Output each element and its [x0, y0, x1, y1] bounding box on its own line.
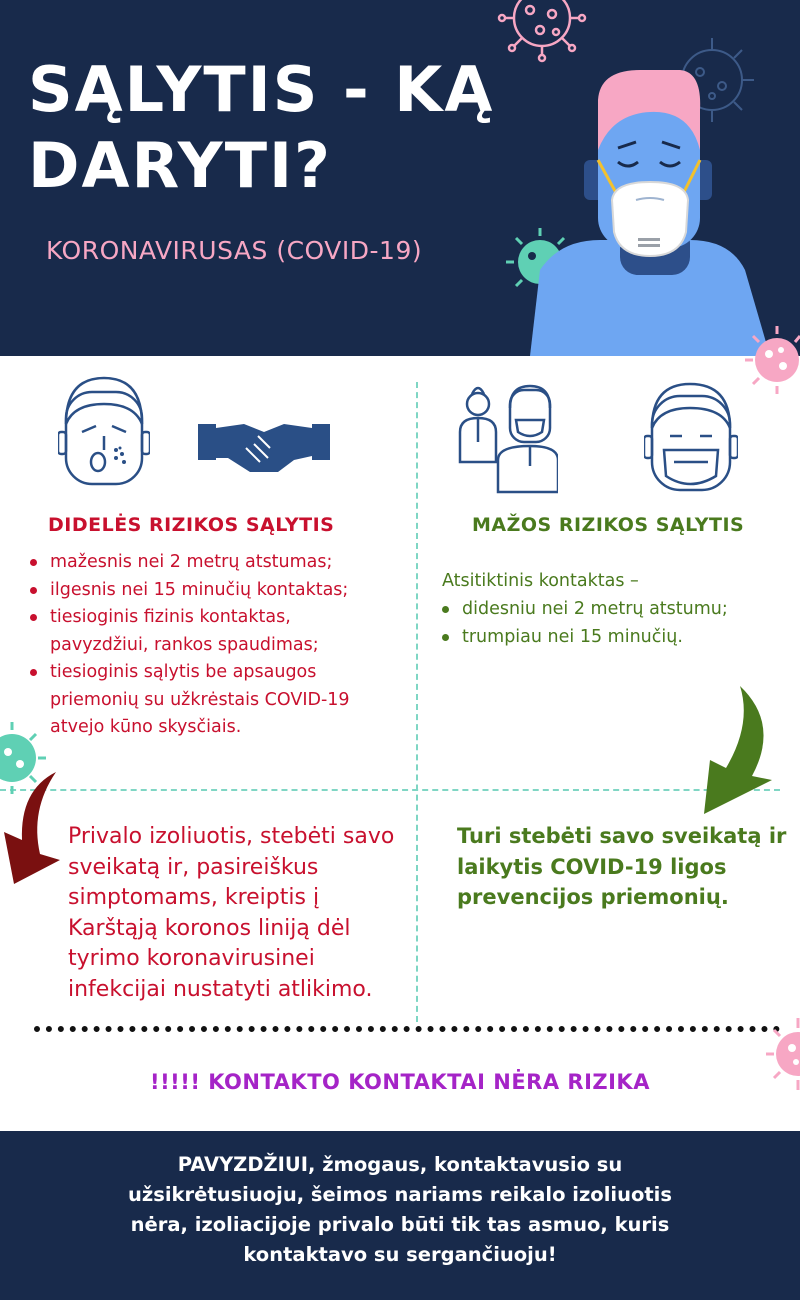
row-divider [0, 789, 780, 791]
list-item: tiesioginis fizinis kontaktas, pavyzdžiui, rankos spaudimas; [28, 604, 388, 659]
low-risk-heading: MAŽOS RIZIKOS SĄLYTIS [472, 514, 745, 536]
low-risk-advice: Turi stebėti savo sveikatą ir laikytis COVID-19 ligos prevencijos priemonių. [457, 824, 787, 909]
page-title: SĄLYTIS - KĄ DARYTI? [28, 53, 495, 202]
list-item: mažesnis nei 2 metrų atstumas; [28, 549, 388, 577]
list-item: trumpiau nei 15 minučių. [440, 624, 800, 652]
footer-text: PAVYZDŽIUI, žmogaus, kontaktavusio su užsikrėtusiuoju, šeimos nariams reikalo izoliuotis nėra, izoliacijoje privalo būti tik tas asmuo, kuris kontaktavo su sergančiuoju! [128, 1153, 672, 1266]
list-item: tiesioginis sąlytis be apsaugos priemonių su užkrėstais COVID-19 atvejo kūno skysčiais. [28, 659, 388, 742]
high-risk-list [28, 549, 388, 742]
low-risk-list [440, 596, 800, 651]
masked-face-icon [644, 382, 738, 494]
arrow-down-icon [0, 770, 64, 890]
arrow-down-icon [700, 684, 774, 816]
section-divider [34, 1026, 780, 1032]
notice-text: !!!!! KONTAKTO KONTAKTAI NĖRA RIZIKA [150, 1070, 650, 1094]
people-icon [458, 382, 558, 494]
high-risk-advice: Privalo izoliuotis, stebėti savo sveikatą ir, pasireiškus simptomams, kreiptis į Karštąją koronos liniją dėl tyrimo koronavirusinei infekcijai nustatyti atlikimo. [68, 824, 395, 1002]
masked-man-illustration [530, 70, 770, 356]
handshake-icon [198, 418, 330, 474]
virus-icon [745, 322, 800, 402]
list-item: ilgesnis nei 15 minučių kontaktas; [28, 577, 388, 605]
footer-banner [0, 1131, 800, 1300]
column-divider [416, 382, 418, 1022]
high-risk-heading: DIDELĖS RIZIKOS SĄLYTIS [48, 514, 335, 536]
header-banner [0, 0, 800, 356]
sneezing-face-icon [58, 374, 150, 486]
page-subtitle: KORONAVIRUSAS (COVID-19) [46, 236, 423, 265]
list-item: didesniu nei 2 metrų atstumu; [440, 596, 800, 624]
low-risk-intro: Atsitiktinis kontaktas – [442, 571, 639, 591]
